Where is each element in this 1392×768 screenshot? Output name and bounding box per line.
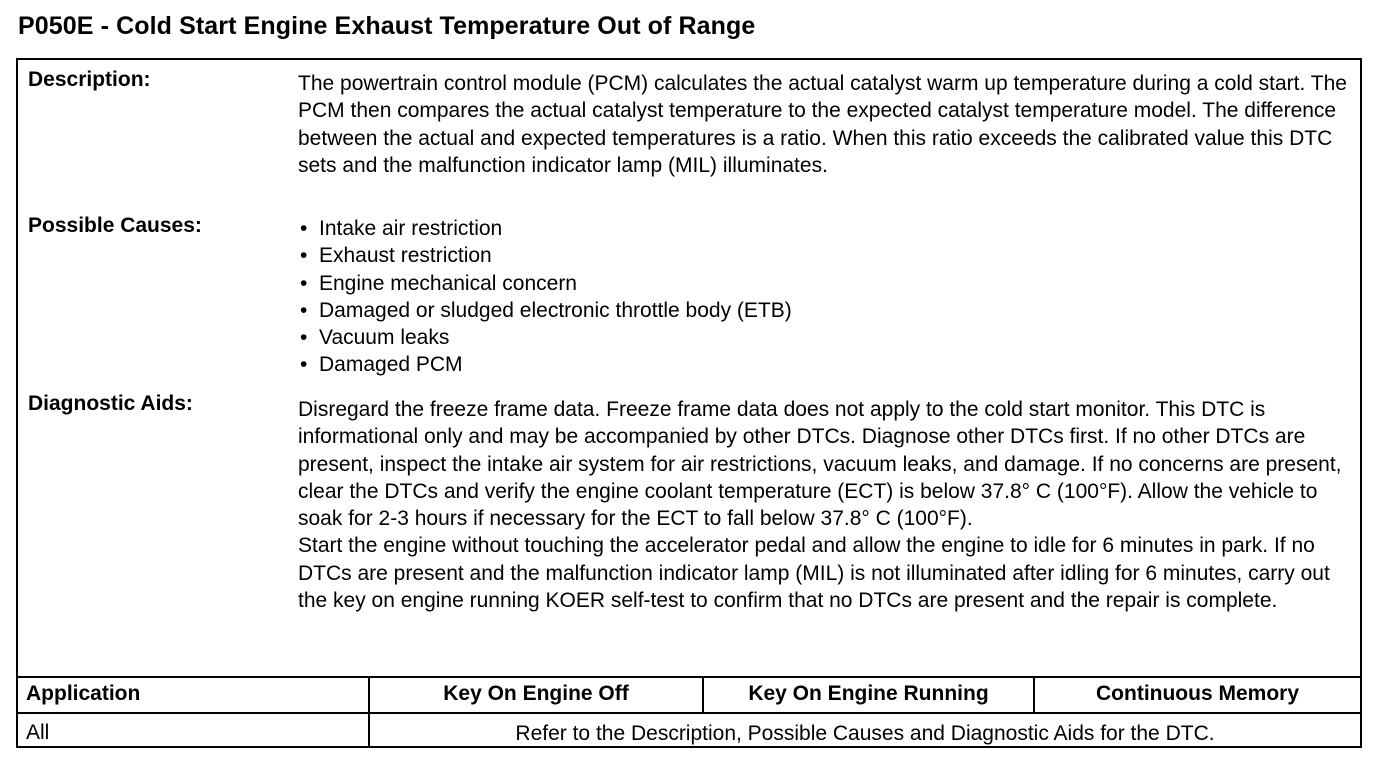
cause-item: • Damaged or sludged electronic throttle body (ETB) bbox=[298, 297, 1358, 324]
application-header-bottom-border bbox=[18, 712, 1360, 714]
possible-causes-list bbox=[298, 215, 1358, 379]
diagnostic-aids-paragraph-2: Start the engine without touching the accelerator pedal and allow the engine to idle for 6 minutes in park. If no DTCs are present and the malfunction indicator lamp (MIL) is not illuminated after idling for 6 minutes, carry out the key on engine running KOER self-test to confirm that no DTCs are present and the repair is complete. bbox=[298, 534, 1330, 613]
header-continuous-memory: Continuous Memory bbox=[1096, 682, 1299, 705]
dtc-info-table bbox=[16, 58, 1362, 748]
description-label: Description: bbox=[28, 68, 151, 91]
header-key-on-engine-running: Key On Engine Running bbox=[748, 682, 989, 705]
application-header-top-border bbox=[18, 676, 1360, 678]
header-key-on-engine-off: Key On Engine Off bbox=[443, 682, 629, 705]
application-note: Refer to the Description, Possible Causes and Diagnostic Aids for the DTC. bbox=[515, 722, 1215, 745]
page-title: P050E - Cold Start Engine Exhaust Temperature Out of Range bbox=[18, 12, 756, 40]
cause-item: • Exhaust restriction bbox=[298, 242, 1358, 269]
header-application: Application bbox=[26, 682, 141, 705]
description-paragraph: The powertrain control module (PCM) calculates the actual catalyst warm up temperature during a cold start. The PCM then compares the actual catalyst temperature to the expected catalyst temperature model. The difference between the actual and expected temperatures is a ratio. When this ratio exceeds the calibrated value this DTC sets and the malfunction indicator lamp (MIL) illuminates. bbox=[298, 72, 1347, 177]
diagnostic-aids-paragraph-1: Disregard the freeze frame data. Freeze frame data does not apply to the cold start monitor. This DTC is informational only and may be accompanied by other DTCs. Diagnose other DTCs first. If no other DTCs are present, inspect the intake air system for air restrictions, vacuum leaks, and damage. If no concerns are present, clear the DTCs and verify the engine coolant temperature (ECT) is below 37.8° C (100°F). Allow the vehicle to soak for 2-3 hours if necessary for the ECT to fall below 37.8° C (100°F). bbox=[298, 398, 1342, 531]
possible-causes-section bbox=[298, 215, 1358, 379]
possible-causes-label: Possible Causes: bbox=[28, 214, 202, 237]
description-text bbox=[298, 70, 1358, 179]
cause-item: • Damaged PCM bbox=[298, 351, 1358, 378]
cause-item: • Intake air restriction bbox=[298, 215, 1358, 242]
application-value: All bbox=[26, 721, 50, 744]
cause-item: • Vacuum leaks bbox=[298, 324, 1358, 351]
diagnostic-aids-section bbox=[298, 396, 1358, 614]
cause-item: • Engine mechanical concern bbox=[298, 270, 1358, 297]
diagnostic-aids-label: Diagnostic Aids: bbox=[28, 392, 193, 415]
